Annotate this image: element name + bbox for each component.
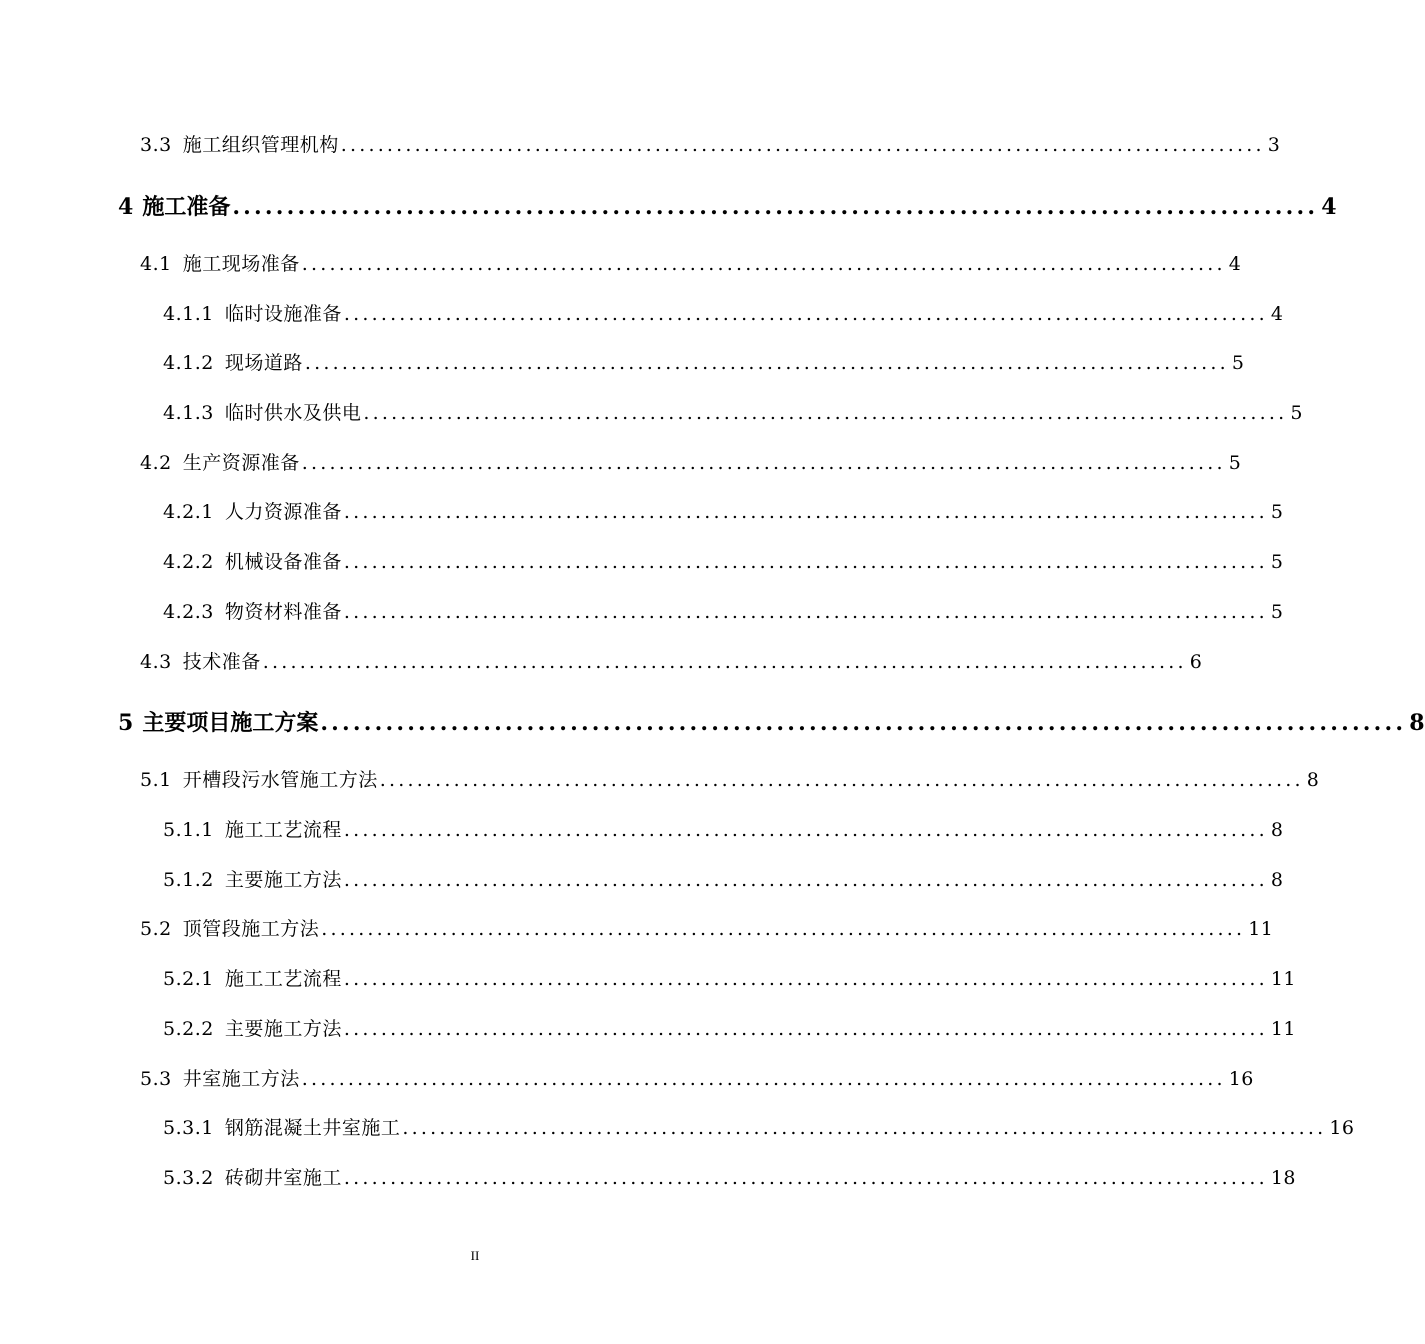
toc-title: 井室施工方法 — [182, 1068, 300, 1090]
toc-number: 4.2.3 — [163, 601, 214, 623]
toc-title: 现场道路 — [224, 352, 303, 374]
toc-number: 5.1 — [140, 769, 172, 791]
toc-leader-dots: .................................................................................................... — [379, 769, 1304, 791]
toc-page-number: 5 — [1270, 501, 1284, 523]
toc-title: 施工准备 — [142, 194, 231, 220]
toc-title: 顶管段施工方法 — [182, 918, 320, 940]
toc-page-number: 8 — [1306, 769, 1320, 791]
toc-page-number: 5 — [1228, 452, 1242, 474]
toc-title: 砖砌井室施工 — [224, 1167, 342, 1189]
toc-number: 4.1.1 — [163, 303, 214, 325]
toc-number: 4.2.1 — [163, 501, 214, 523]
toc-entry-3-3[interactable] — [140, 130, 1281, 157]
toc-number: 4.2 — [140, 452, 172, 474]
toc-title: 技术准备 — [182, 651, 261, 673]
toc-entry-5-3-1[interactable] — [163, 1113, 1355, 1140]
toc-leader-dots: .................................................................................................... — [262, 651, 1187, 673]
page-footer — [0, 1248, 950, 1264]
toc-leader-dots: .................................................................................................... — [343, 1167, 1268, 1189]
toc-entry-5-1[interactable] — [140, 765, 1320, 792]
toc-entry-5-1-1[interactable] — [163, 815, 1284, 842]
toc-title: 开槽段污水管施工方法 — [182, 769, 378, 791]
toc-entry-4-3[interactable] — [140, 647, 1203, 674]
toc-title: 施工工艺流程 — [224, 968, 342, 990]
toc-page-number: 8 — [1270, 869, 1284, 891]
toc-number: 5.2.2 — [163, 1018, 214, 1040]
toc-entry-5[interactable] — [118, 706, 1425, 737]
toc-page-number: 18 — [1270, 1167, 1297, 1189]
toc-leader-dots: .................................................................................................... — [301, 253, 1226, 275]
toc-title: 主要施工方法 — [224, 1018, 342, 1040]
toc-title: 临时供水及供电 — [224, 402, 362, 424]
toc-number: 5.2.1 — [163, 968, 214, 990]
toc-entry-5-2-1[interactable] — [163, 964, 1297, 991]
toc-number: 5.3.1 — [163, 1117, 214, 1139]
toc-leader-dots: .................................................................................................... — [340, 134, 1265, 156]
toc-page-number: 5 — [1270, 601, 1284, 623]
toc-title: 主要项目施工方案 — [142, 710, 319, 736]
toc-page-number: 11 — [1270, 968, 1297, 990]
toc-leader-dots: .................................................................................................... — [363, 402, 1288, 424]
toc-entry-4[interactable] — [118, 190, 1337, 221]
toc-page-number: 11 — [1270, 1018, 1297, 1040]
footer-page-number: II — [470, 1248, 480, 1263]
toc-number: 4.3 — [140, 651, 172, 673]
toc-entry-4-2-1[interactable] — [163, 497, 1284, 524]
toc-number: 5.1.1 — [163, 819, 214, 841]
toc-leader-dots: .................................................................................................... — [343, 601, 1268, 623]
toc-title: 临时设施准备 — [224, 303, 342, 325]
toc-page-number: 5 — [1270, 551, 1284, 573]
toc-entry-5-2[interactable] — [140, 914, 1274, 941]
toc-entry-4-2-2[interactable] — [163, 547, 1284, 574]
toc-number: 4.1 — [140, 253, 172, 275]
toc-number: 5.3.2 — [163, 1167, 214, 1189]
toc-leader-dots: .................................................................................................... — [301, 452, 1226, 474]
toc-entry-4-2[interactable] — [140, 448, 1242, 475]
toc-entry-4-1-1[interactable] — [163, 299, 1284, 326]
toc-entry-4-1-2[interactable] — [163, 348, 1245, 375]
toc-page-number: 5 — [1231, 352, 1245, 374]
toc-leader-dots: .................................................................................................... — [320, 710, 1407, 736]
toc-title: 施工组织管理机构 — [182, 134, 339, 156]
toc-entry-4-2-3[interactable] — [163, 597, 1284, 624]
toc-page-number: 16 — [1228, 1068, 1254, 1090]
toc-title: 主要施工方法 — [224, 869, 342, 891]
toc-leader-dots: .................................................................................................... — [343, 303, 1268, 325]
toc-title: 机械设备准备 — [224, 551, 342, 573]
toc-number: 5 — [118, 710, 134, 736]
toc-number: 4.2.2 — [163, 551, 214, 573]
toc-entry-5-3-2[interactable] — [163, 1163, 1297, 1190]
toc-entry-5-3[interactable] — [140, 1064, 1254, 1091]
toc-page-number: 5 — [1290, 402, 1303, 424]
toc-number: 5.3 — [140, 1068, 172, 1090]
toc-title: 钢筋混凝土井室施工 — [224, 1117, 401, 1139]
toc-entry-4-1-3[interactable] — [163, 398, 1303, 425]
toc-title: 施工现场准备 — [182, 253, 300, 275]
toc-leader-dots: .................................................................................................... — [343, 968, 1268, 990]
toc-page-number: 3 — [1267, 134, 1281, 156]
toc-number: 4.1.2 — [163, 352, 214, 374]
toc-number: 5.1.2 — [163, 869, 214, 891]
toc-leader-dots: .................................................................................................... — [304, 352, 1229, 374]
toc-page-number: 16 — [1329, 1117, 1355, 1139]
toc-number: 3.3 — [140, 134, 172, 156]
toc-leader-dots: .................................................................................................... — [301, 1068, 1226, 1090]
toc-title: 物资材料准备 — [224, 601, 342, 623]
toc-page-number: 6 — [1189, 651, 1203, 673]
toc-leader-dots: .................................................................................................... — [321, 918, 1246, 940]
toc-leader-dots: .................................................................................................... — [343, 1018, 1268, 1040]
toc-title: 生产资源准备 — [182, 452, 300, 474]
toc-title: 施工工艺流程 — [224, 819, 342, 841]
toc-page-number: 8 — [1409, 710, 1425, 736]
toc-leader-dots: .................................................................................................... — [343, 819, 1268, 841]
toc-page-number: 8 — [1270, 819, 1284, 841]
toc-number: 4.1.3 — [163, 402, 214, 424]
toc-page-number: 11 — [1248, 918, 1274, 940]
toc-number: 4 — [118, 194, 134, 220]
toc-leader-dots: .................................................................................................... — [343, 501, 1268, 523]
toc-number: 5.2 — [140, 918, 172, 940]
toc-page-number: 4 — [1228, 253, 1242, 275]
toc-entry-4-1[interactable] — [140, 249, 1242, 276]
toc-leader-dots: .................................................................................................... — [232, 194, 1319, 220]
toc-leader-dots: .................................................................................................... — [343, 869, 1268, 891]
toc-page-number: 4 — [1321, 194, 1337, 220]
toc-page-number: 4 — [1270, 303, 1284, 325]
toc-leader-dots: .................................................................................................... — [343, 551, 1268, 573]
toc-entry-5-1-2[interactable] — [163, 865, 1284, 892]
toc-entry-5-2-2[interactable] — [163, 1014, 1297, 1041]
toc-leader-dots: .................................................................................................... — [402, 1117, 1327, 1139]
toc-title: 人力资源准备 — [224, 501, 342, 523]
